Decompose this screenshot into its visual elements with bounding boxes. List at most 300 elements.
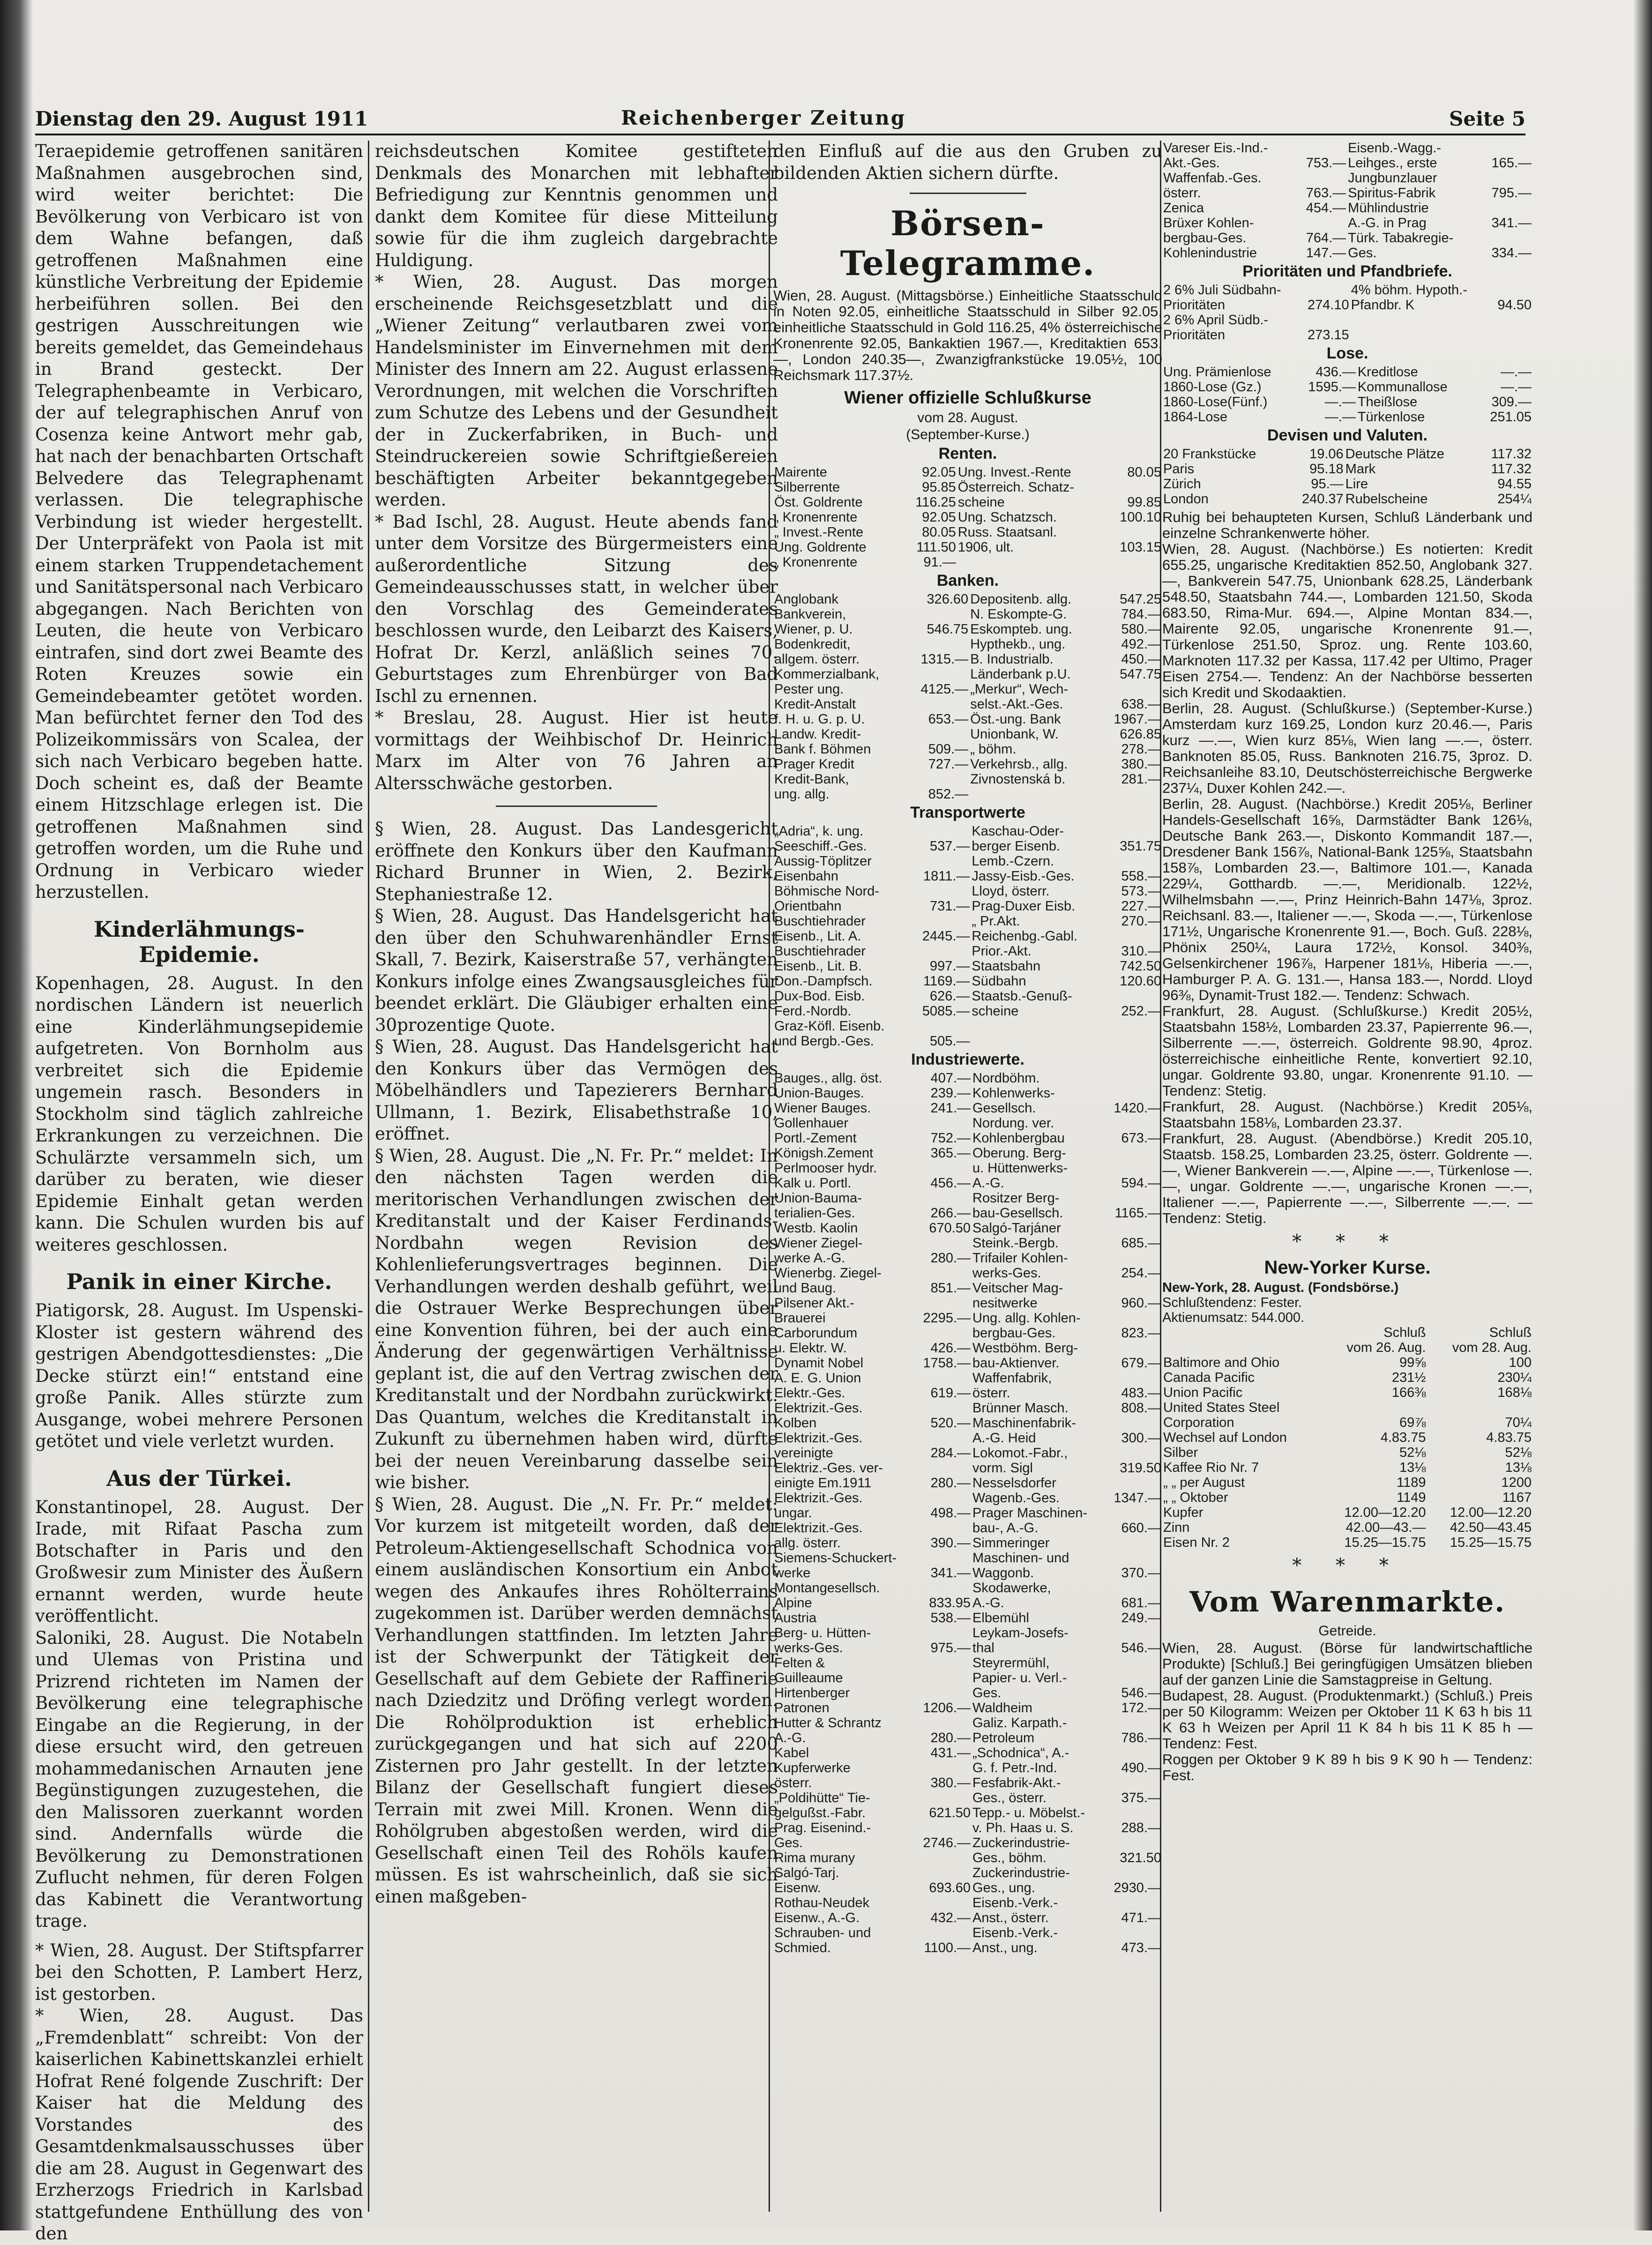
scan-edge-left — [0, 0, 33, 2230]
table-cell: Prioritäten — [1163, 298, 1226, 313]
table-cell: Russ. Staatsanl. — [957, 525, 1057, 540]
table-cell: Ung. Goldrente — [774, 540, 867, 555]
industrie-table — [773, 1071, 1162, 1955]
table-cell: Eisenbahn — [774, 869, 839, 884]
table-row — [773, 1730, 1162, 1745]
table-cell — [897, 1656, 972, 1671]
table-row — [773, 465, 1162, 480]
table-cell: Gollenhauer — [774, 1116, 848, 1131]
table-row — [1162, 201, 1532, 216]
table-row — [1162, 283, 1532, 298]
table-cell: werke — [774, 1566, 811, 1581]
table-cell: Kohlenindustrie — [1163, 246, 1257, 261]
table-row — [1162, 1400, 1532, 1415]
table-cell: 254.— — [1121, 1266, 1161, 1281]
article-paragraph: § Wien, 28. August. Die „N. Fr. Pr.“ meldet: In den nächsten Tagen werden die meritorischen Verhandlungen zwischen der Kreditanstalt und der Kaiser Ferdinands-Nordbahn wegen Revision des Kohlenlieferungsvertrages beginnen. Die Verhandlungen werden deshalb geführt, weil die Ostrauer Werke Besprechungen über eine Konvention führen, bei der auch eine Änderung der gegenwärtigen Verhältnisse geplant ist, die auf den Vertrag zwischen der Kreditanstalt und der Nordbahn zurückwirkt. Das Quantum, welches die Kreditanstalt in Zukunft zu übernehmen haben wird, dürfte bei der neuen Vereinbarung dasselbe sein wie bisher. — [375, 1145, 778, 1492]
table-row — [773, 1116, 1162, 1131]
table-row — [773, 1656, 1162, 1671]
table-cell: Elektr.-Ges. — [774, 1386, 845, 1401]
table-cell: Kredit-Bank, — [774, 772, 849, 787]
table-cell: Bank f. Böhmen — [774, 742, 871, 757]
table-cell: 254¼ — [1497, 492, 1532, 507]
table-cell: Ges., österr. — [972, 1790, 1047, 1805]
table-cell: 95.18 — [1309, 462, 1344, 477]
table-cell: Rima murany — [774, 1850, 855, 1865]
table-cell: Eisenb., Lit. B. — [774, 959, 862, 974]
table-heading: Transportwerte — [910, 804, 1025, 821]
table-cell: Pfandbr. K — [1351, 298, 1415, 313]
table-cell: Buschtiehrader — [774, 914, 866, 929]
table-row — [773, 1820, 1162, 1835]
table-cell — [1073, 682, 1162, 697]
table-cell: Theißlose — [1357, 395, 1418, 410]
table-cell — [1088, 1146, 1162, 1161]
table-cell: Öst. Goldrente — [774, 495, 863, 510]
table-cell: 100 — [1509, 1355, 1532, 1370]
table-heading: Industriewerte. — [911, 1051, 1024, 1068]
table-cell: 100.10 — [1120, 510, 1161, 525]
article-paragraph: den Einfluß auf die aus den Gruben zu bildenden Aktien sichern dürfte. — [773, 141, 1162, 183]
table-cell: Zürich — [1163, 477, 1201, 492]
table-row — [773, 540, 1162, 555]
table-cell: 80.05 — [922, 525, 956, 540]
table-cell: allgem. österr. — [774, 652, 860, 667]
article-paragraph: Saloniki, 28. August. Die Notabeln und Ulemas von Pristina und Prizrend richteten im Namen der Bevölkerung eine telegraphische Eingabe an die Regierung, in der diese ersucht wird, den getreuen mohammedanischen Arnauten jene Begünstigungen zuzugestehen, die den Malissoren zuerkannt worden sind. Andernfalls würde die Bevölkerung zu Demonstrationen Zuflucht nehmen, für deren Folgen das Kabinett die Verantwortung trage. — [35, 1627, 363, 1931]
table-cell: Zuckerindustrie- — [972, 1865, 1070, 1880]
table-cell: 42.50—43.45 — [1450, 1520, 1532, 1535]
table-cell: Ges., ung. — [972, 1880, 1035, 1895]
table-cell: Maschinen- und — [972, 1551, 1069, 1566]
table-cell: 2445.— — [922, 929, 970, 944]
table-cell: 1100.— — [924, 1940, 971, 1955]
table-cell: 288.— — [1121, 1820, 1161, 1835]
market-paragraph: Budapest, 28. August. (Produktenmarkt.) (Schluß.) Preis per 50 Kilogramm: Weizen per Oktober 11 K 63 h bis 11 K 63 h Weizen per April 11 K 84 h bis 11 K 85 h — Tendenz: Fest. — [1162, 1687, 1532, 1752]
table-cell — [1454, 201, 1532, 216]
table-cell — [1454, 171, 1532, 186]
table-cell: allg. österr. — [774, 1536, 841, 1551]
table-cell: Anst., österr. — [972, 1910, 1049, 1925]
table-row — [773, 1910, 1162, 1925]
table-row — [1162, 313, 1532, 328]
column-rule — [368, 141, 369, 2212]
table-cell: 1758.— — [923, 1356, 971, 1371]
table-cell: 784.— — [1121, 607, 1161, 622]
section-heading: Börsen-Telegramme. — [840, 203, 1096, 283]
table-cell: Eisenb.-Verk.- — [972, 1925, 1058, 1940]
table-row — [773, 1266, 1162, 1281]
table-cell: Pester ung. — [774, 682, 844, 697]
table-cell — [1468, 328, 1532, 343]
table-cell: Alpine — [774, 1596, 812, 1611]
table-cell: Galiz. Karpath.- — [972, 1715, 1067, 1730]
table-row — [773, 742, 1162, 757]
table-cell: Westb. Kaolin — [774, 1221, 858, 1236]
table-row — [773, 1790, 1162, 1805]
market-paragraph: Wien, 28. August. (Nachbörse.) Es notierten: Kredit 655.25, ungarische Kreditaktien 852.50, Anglobank 327.—, Bankverein 547.75, Unionbank 628.25, Länderbank 548.50, Staatsbahn 744.—, Lombarden 121.50, Skoda 683.50, Rima-Mur. 694.—, Alpine Montan 834.—, Mairente 92.05, ungarische Kronenrente 91.—, Türkenlose 251.50, Sproz. ung. Rente 103.60, Marknoten 117.32 per Kassa, 117.42 per Ultimo, Prager Eisen 2754.—. Tendenz: An der Nachbörse besserten sich Kredit und Skodaaktien. — [1162, 541, 1532, 701]
section-heading: Vom Warenmarkte. — [1189, 1586, 1506, 1618]
table-cell: Zenica — [1163, 201, 1204, 216]
table-cell: 1206.— — [923, 1701, 971, 1715]
header-page-number: Seite 5 — [1449, 107, 1525, 130]
table-cell: Wienerbg. Ziegel- — [774, 1266, 882, 1281]
table-cell: 1906, ult. — [957, 540, 1014, 555]
table-cell: 626.85 — [1120, 727, 1161, 742]
article-paragraph: Kopenhagen, 28. August. In den nordischen Ländern ist neuerlich eine Kinderlähmungsepidemie aufgetreten. Von Bornholm aus verbreitet sich die Epidemie ungemein rasch. Besonders in Stockholm sind täglich zahlreiche Erkrankungen zu verzeichnen. Die Schulärzte versammeln sich, um darüber zu beraten, wie dieser Epidemie Einhalt getan werden kann. Die Schulen wurden bis auf weiteres geschlossen. — [35, 973, 363, 1255]
renten-table — [773, 465, 1162, 570]
table-cell: Orientbahn — [774, 899, 842, 914]
article-paragraph: * Breslau, 28. August. Hier ist heute vormittags der Weihbischof Dr. Heinrich Marx im Alter von 76 Jahren an Altersschwäche gestorben. — [375, 708, 778, 793]
table-cell: Kommunallose — [1357, 380, 1448, 395]
table-cell: 390.— — [930, 1536, 971, 1551]
table-cell: 580.— — [1121, 622, 1161, 637]
table-cell: A.-G. in Prag — [1348, 216, 1427, 231]
table-cell: Eisenb.-Verk.- — [972, 1895, 1058, 1910]
table-row — [1162, 1535, 1532, 1550]
section-heading: New-Yorker Kurse. — [1264, 1257, 1431, 1278]
table-row — [1162, 1475, 1532, 1490]
table-cell: 103.15 — [1120, 540, 1161, 555]
market-paragraph: Berlin, 28. August. (Nachbörse.) Kredit 205⅛, Berliner Handels-Gesellschaft 16⅝, Darmstädter Bank 126⅛, Deutsche Bank 263.—, Diskonto Kommandit 187.—, Dresdener Bank 156⅞, National-Bank 125⅝, Staatsbahn 158⅞, Lombarden 23.—, Baltimore 101.—, Kanada 229¼, Gotthardb. —.—, Meridionalb. 122½, Wilhelmsbahn —.—, Prinz Heinrich-Bahn 147⅛, 3proz. Reichsanl. 83.—, Italiener —.—, Skoda —.—, Türkenlose 171½, Ungarische Kronenrente 91.—, Boch. Guß. 228⅛, Phönix 250¼, Laura 172½, Konsol. 340⅜, Gelsenkirchener 196⅞, Harpener 181⅛, Hiberia —.—, Hamburger P. A. G. 131.—, Hansa 183.—, Nordd. Lloyd 96⅜, Dynamit-Trust 182.—. Tendenz: Schwach. — [1162, 796, 1532, 1003]
table-row — [773, 1925, 1162, 1940]
ny-table — [1162, 1325, 1532, 1550]
table-row — [1162, 1520, 1532, 1535]
table-row — [1162, 186, 1532, 201]
table-row — [773, 1386, 1162, 1401]
article-paragraph: Teraepidemie getroffenen sanitären Maßnahmen ausgebrochen sind, wird weiter berichtet: Die Bevölkerung von Verbicaro ist von dem Wahne befangen, daß getroffenen Maßnahmen eine künstliche Verbreitung der Epidemie herbeiführen sollen. Bei den gestrigen Ausschreitungen wie bereits gemeldet, das Gemeindehaus in Brand gesteckt. Der Telegraphenbeamte in Verbicaro, der auf telegraphischen Anruf von Cosenza keine Antwort mehr gab, hat nach der benachbarten Ortschaft Belvedere das Telegraphenamt verlassen. Die telegraphische Verbindung ist wieder hergestellt. Der Unterpräfekt von Paola ist mit einem starken Truppendetachement und Sanitätspersonal nach Verbicaro abgegangen. Nach Berichten von Leuten, die heute von Verbicaro eintrafen, sind dort zwei Beamte des Roten Kreuzes sowie ein Gemeindebeamter getötet worden. Man befürchtet ferner den Tod des Polizeikommissärs von Scalea, der sich nach Verbicaro begeben hatte. Doch scheint es, daß der Beamte einem Hitzschlage erlegen ist. Die getroffenen Maßnahmen sind getroffen worden, um die Ruhe und Ordnung in Verbicaro wieder herzustellen. — [35, 141, 363, 902]
table-cell: 319.50 — [1120, 1461, 1161, 1476]
prioritaeten-table — [1162, 283, 1532, 343]
table-cell: Eisen Nr. 2 — [1163, 1535, 1230, 1550]
table-cell: Dux-Bod. Eisb. — [774, 989, 865, 1004]
table-cell — [897, 1686, 972, 1701]
table-cell — [971, 1034, 1078, 1049]
table-cell — [1269, 216, 1347, 231]
table-cell — [880, 772, 969, 787]
table-row — [773, 1161, 1162, 1176]
table-cell: Prag. Eisenind.- — [774, 1820, 871, 1835]
table-cell: „ böhm. — [970, 742, 1017, 757]
table-row — [773, 1835, 1162, 1850]
table-cell: 278.— — [1121, 742, 1161, 757]
table-cell: 1200 — [1501, 1475, 1532, 1490]
table-cell: scheine — [957, 495, 1005, 510]
table-cell: Eisenw., A.-G. — [774, 1910, 860, 1925]
article-paragraph: Konstantinopel, 28. August. Der Irade, mit Rifaat Pascha zum Botschafter in Paris und den Großwesir zum Minister des Äußern ernannt werden, wurde heute veröffentlicht. — [35, 1497, 363, 1626]
separator-stars: * * * — [1292, 1555, 1403, 1576]
table-cell — [1350, 313, 1468, 328]
table-cell — [1088, 1251, 1162, 1266]
table-cell: 547.75 — [1120, 667, 1161, 682]
table-cell: Waldheim — [972, 1701, 1032, 1715]
table-cell: Prioritäten — [1163, 328, 1226, 343]
table-cell: —.— — [1500, 380, 1532, 395]
table-cell — [1088, 1341, 1162, 1356]
table-cell — [1427, 1400, 1533, 1415]
table-row — [773, 1476, 1162, 1491]
table-cell: 833.95 — [929, 1596, 971, 1611]
table-cell: Buschtiehrader — [774, 944, 866, 959]
table-cell — [1088, 1071, 1162, 1086]
table-cell: „Schodnica“, A.- — [972, 1745, 1069, 1760]
table-row — [773, 1326, 1162, 1341]
table-cell: Elektriz.-Ges. ver- — [774, 1461, 883, 1476]
subsection-note: (September-Kurse.) — [906, 427, 1030, 442]
table-row — [773, 944, 1162, 959]
table-cell: österr. — [1163, 186, 1201, 201]
table-cell: Simmeringer — [972, 1536, 1050, 1551]
table-cell: 660.— — [1121, 1521, 1161, 1536]
table-cell — [1088, 1311, 1162, 1326]
table-cell — [1088, 1086, 1162, 1101]
table-cell — [1088, 1805, 1162, 1820]
table-cell: Ges., böhm. — [972, 1850, 1047, 1865]
table-cell — [957, 555, 1075, 570]
table-row — [773, 1401, 1162, 1416]
table-cell: 547.25 — [1120, 592, 1161, 607]
table-cell: United States Steel — [1163, 1400, 1280, 1415]
table-cell: Kommerzialbank, — [774, 667, 880, 682]
table-cell: Hutter & Schrantz — [774, 1715, 882, 1730]
table-row — [773, 1805, 1162, 1820]
article-paragraph: * Wien, 28. August. Der Stiftspfarrer bei den Schotten, P. Lambert Herz, ist gestorben. — [35, 1940, 363, 2004]
table-row — [773, 772, 1162, 787]
table-cell: 731.— — [929, 899, 970, 914]
table-cell: v. Ph. Haas u. S. — [972, 1820, 1074, 1835]
table-cell: Türk. Tabakregie- — [1348, 231, 1454, 246]
table-cell: bergbau-Ges. — [1163, 231, 1247, 246]
table-cell: werke A.-G. — [774, 1251, 845, 1266]
column-2 — [375, 141, 778, 2212]
table-cell: 266.— — [930, 1206, 971, 1221]
table-cell: Eisenw. — [774, 1880, 821, 1895]
table-cell: 538.— — [930, 1611, 971, 1626]
table-cell: Rothau-Neudek — [774, 1895, 870, 1910]
table-cell: 251.05 — [1490, 410, 1532, 425]
table-cell — [897, 1296, 972, 1311]
table-cell — [1078, 824, 1162, 839]
table-cell: 117.32 — [1491, 447, 1532, 462]
table-cell: 1860-Lose(Fünf.) — [1163, 395, 1268, 410]
divider — [910, 193, 1026, 194]
table-row — [773, 1341, 1162, 1356]
table-cell — [1078, 1019, 1162, 1034]
table-heading: Devisen und Valuten. — [1267, 426, 1428, 444]
table-cell — [885, 944, 971, 959]
table-row — [773, 1431, 1162, 1446]
table-row — [773, 1566, 1162, 1581]
table-cell — [897, 1401, 972, 1416]
table-cell: N. Eskompte-G. — [970, 607, 1067, 622]
table-cell — [897, 1581, 972, 1596]
table-row — [1162, 1460, 1532, 1475]
table-row — [773, 1311, 1162, 1326]
table-cell: scheine — [972, 1004, 1019, 1019]
table-row — [1162, 462, 1532, 477]
table-row — [773, 1686, 1162, 1701]
article-paragraph: § Wien, 28. August. Das Handelsgericht hat den Konkurs über das Vermögen des Möbelhändlers und Tapezierers Bernhard Ullmann, 1. Bezirk, Elisabethstraße 10, eröffnet. — [375, 1037, 778, 1144]
table-cell — [1454, 231, 1532, 246]
table-cell: Dynamit Nobel — [774, 1356, 864, 1371]
table-cell: Perlmooser hydr. — [774, 1161, 877, 1176]
table-cell: A.-G. — [972, 1176, 1004, 1191]
banken-table — [773, 592, 1162, 802]
table-cell: 111.50 — [916, 540, 956, 555]
table-cell: 436.— — [1316, 365, 1356, 380]
table-row — [773, 989, 1162, 1004]
table-cell: Bodenkredit, — [774, 637, 851, 652]
table-cell: Spiritus-Fabrik — [1348, 186, 1436, 201]
table-cell: 509.— — [928, 742, 969, 757]
table-cell — [897, 1521, 972, 1536]
table-cell: Skodawerke, — [972, 1581, 1051, 1596]
table-cell: thal — [972, 1641, 994, 1656]
table-cell: 1315.— — [920, 652, 969, 667]
table-cell: 752.— — [930, 1131, 971, 1146]
table-cell: A.-G. — [774, 1730, 806, 1745]
table-cell: Elektrizit.-Ges. — [774, 1431, 863, 1446]
table-cell: Leihges., erste — [1348, 156, 1437, 171]
table-cell: Hypthekb., ung. — [970, 637, 1066, 652]
table-cell: 280.— — [930, 1730, 971, 1745]
table-cell: 351.75 — [1120, 839, 1161, 854]
table-cell: Maschinenfabrik- — [972, 1416, 1076, 1431]
table-cell: „ Pr.Akt. — [972, 914, 1020, 929]
table-cell: 823.— — [1121, 1326, 1161, 1341]
table-cell: werks-Ges. — [774, 1641, 843, 1656]
table-cell: 727.— — [928, 757, 969, 772]
table-cell — [885, 914, 971, 929]
table-cell: 670.50 — [929, 1221, 971, 1236]
table-row — [1162, 328, 1532, 343]
table-cell: A. E. G. Union — [774, 1371, 861, 1386]
table-cell: „ „ Oktober — [1163, 1490, 1228, 1505]
table-cell: 281.— — [1121, 772, 1161, 787]
table-cell: Eisenb., Lit. A. — [774, 929, 861, 944]
table-cell: Prag-Duxer Eisb. — [972, 899, 1076, 914]
table-cell — [897, 1790, 972, 1805]
table-cell: einigte Em.1911 — [774, 1476, 872, 1491]
table-cell: Paris — [1163, 462, 1195, 477]
table-cell: „Merkur“, Wech- — [970, 682, 1069, 697]
table-cell: 763.— — [1306, 186, 1346, 201]
table-cell: 1169.— — [923, 974, 970, 989]
table-cell — [1088, 1626, 1162, 1641]
table-cell: —.— — [1324, 410, 1356, 425]
table-cell: Vareser Eis.-Ind.- — [1163, 141, 1268, 156]
table-cell: 432.— — [930, 1910, 971, 1925]
table-cell: 15.25—15.75 — [1450, 1535, 1532, 1550]
table-cell: Petroleum — [972, 1730, 1035, 1745]
table-row — [773, 1551, 1162, 1566]
table-cell — [1088, 1446, 1162, 1461]
table-cell: 546.— — [1121, 1641, 1161, 1656]
table-cell — [1088, 1476, 1162, 1491]
table-cell: Guilleaume — [774, 1671, 843, 1686]
ny-line: Aktienumsatz: 544.000. — [1162, 1310, 1305, 1325]
table-row — [773, 592, 1162, 607]
table-cell: 326.60 — [927, 592, 969, 607]
table-row — [773, 1206, 1162, 1221]
table-cell — [1078, 854, 1162, 869]
table-cell: Union-Bauges. — [774, 1086, 864, 1101]
table-cell: 69⅞ — [1399, 1415, 1426, 1430]
table-heading: Lose. — [1326, 344, 1368, 362]
table-cell: Staatsb.-Genuß- — [972, 989, 1072, 1004]
table-cell: 12.00—12.20 — [1450, 1505, 1532, 1520]
market-paragraph: Berlin, 28. August. (Schlußkurse.) (September-Kurse.) Amsterdam kurz 169.25, London kurz 20.46.—, Paris kurz —.—, Wien kurz 85⅛, Wien lang —.—, österr. Banknoten 85.05, Russ. Banknoten 216.75, 3proz. D. Reichsanleihe 83.10, Deutschösterreichische Bergwerke 237¼, Duxer Kohlen 242.—. — [1162, 700, 1532, 796]
table-cell: 573.— — [1121, 884, 1161, 899]
table-cell — [1088, 1671, 1162, 1686]
lose-table — [1162, 365, 1532, 425]
table-cell: „ Invest.-Rente — [774, 525, 864, 540]
page-header — [35, 105, 1525, 135]
table-cell: terialien-Ges. — [774, 1206, 855, 1221]
table-cell: B. Industrialb. — [970, 652, 1054, 667]
table-row — [773, 1356, 1162, 1371]
table-cell: Nordung. ver. — [972, 1116, 1054, 1131]
table-cell: Westböhm. Berg- — [972, 1341, 1078, 1356]
table-cell: Steyrermühl, — [972, 1656, 1050, 1671]
table-row — [773, 667, 1162, 682]
table-cell: Anst., ung. — [972, 1940, 1038, 1955]
table-cell: österr. — [774, 1775, 812, 1790]
table-cell: Baltimore and Ohio — [1163, 1355, 1280, 1370]
ny-line: New-York, 28. August. (Fondsbörse.) — [1162, 1280, 1399, 1295]
table-cell — [897, 1850, 972, 1865]
table-cell: 12.00—12.20 — [1344, 1505, 1426, 1520]
table-cell: 558.— — [1121, 869, 1161, 884]
table-cell: 5085.— — [922, 1004, 970, 1019]
table-row — [1162, 1355, 1532, 1370]
table-cell — [1088, 1161, 1162, 1176]
table-cell: 681.— — [1121, 1596, 1161, 1611]
table-cell: ung. allg. — [774, 787, 830, 802]
subsection-date: vom 28. August. — [917, 410, 1018, 425]
table-cell: 471.— — [1121, 1910, 1161, 1925]
table-cell: 626.— — [929, 989, 970, 1004]
table-cell: 450.— — [1121, 652, 1161, 667]
table-row — [773, 1086, 1162, 1101]
table-row — [1162, 1430, 1532, 1445]
table-row — [1162, 1505, 1532, 1520]
table-cell: berger Eisenb. — [972, 839, 1061, 854]
table-cell — [897, 1865, 972, 1880]
table-cell — [880, 607, 969, 622]
table-cell: Öst.-ung. Bank — [970, 712, 1061, 727]
table-cell: 1864-Lose — [1163, 410, 1228, 425]
separator-stars: * * * — [1292, 1231, 1403, 1253]
table-cell — [1078, 989, 1162, 1004]
table-cell: 91.— — [923, 555, 956, 570]
table-row — [773, 869, 1162, 884]
table-cell — [897, 1760, 972, 1775]
table-cell: Südbahn — [972, 974, 1026, 989]
market-paragraph: Roggen per Oktober 9 K 89 h bis 9 K 90 h — Tendenz: Fest. — [1162, 1751, 1532, 1783]
table-cell: Union Pacific — [1163, 1385, 1243, 1400]
table-cell: Salgó-Tarj. — [774, 1865, 839, 1880]
table-row — [773, 1146, 1162, 1161]
table-cell: u. Elektr. W. — [774, 1341, 847, 1356]
table-cell: G. f. Petr.-Ind. — [972, 1760, 1057, 1775]
table-cell — [880, 667, 969, 682]
table-row — [773, 854, 1162, 869]
table-cell — [1454, 141, 1532, 156]
table-row — [773, 637, 1162, 652]
table-row — [1162, 395, 1532, 410]
table-cell: Bauges., allg. öst. — [774, 1071, 882, 1086]
column-3 — [773, 141, 1162, 2212]
table-cell: 13⅛ — [1399, 1460, 1426, 1475]
